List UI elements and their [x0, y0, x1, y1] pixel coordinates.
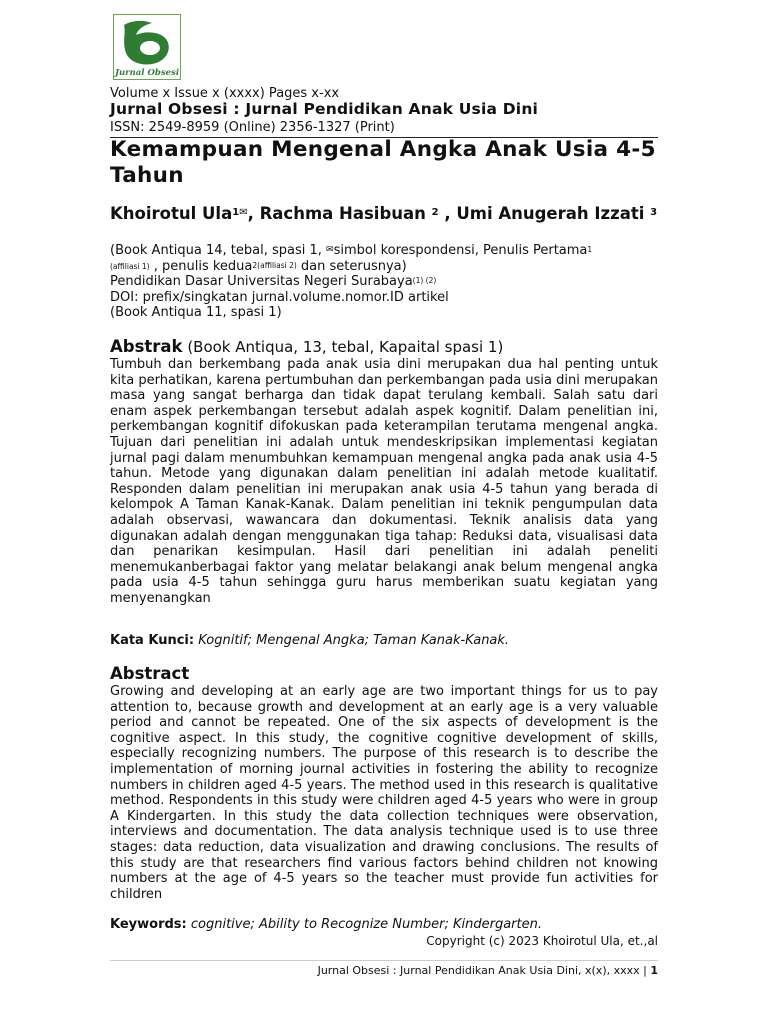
format-note-sup-2: 2 [252, 260, 258, 270]
kata-kunci [110, 633, 509, 648]
issn-info: ISSN: 2549-8959 (Online) 2356-1327 (Print) [110, 120, 395, 135]
envelope-icon: ✉ [326, 245, 334, 255]
page-number: 1 [650, 964, 658, 977]
author-1-sup: 1✉ [232, 207, 248, 218]
author-2: , Rachma Hasibuan [247, 204, 432, 223]
abstract-text: Growing and developing at an early age are two important things for us to pay attention to, because growth and development at an early age is a very valuable period and cannot be repeated. One of the six aspects of development is the cognitive aspect. In this study, the cognitive cognitive development of skills, especially recognizing numbers. The purpose of this research is to describe the implementation of morning journal activities in fostering the ability to recognize numbers in children aged 4-5 years. The method used in this research is qualitative method. Respondents in this study were children aged 4-5 years who were in group A Kindergarten. In this study the data collection techniques were observation, interviews and documentation. The data analysis technique used is to use three stages: data reduction, data visualization and drawing conclusions. The results of this study are that researchers find various factors behind children not knowing numbers at the age of 4-5 years so the teacher must provide fun activities for children [110, 684, 658, 902]
footer-divider [110, 960, 658, 961]
abstrak-text: Tumbuh dan berkembang pada anak usia dini merupakan dua hal penting untuk kita perhatikan, karena pertumbuhan dan perkembangan pada usia dini merupakan masa yang sangat berharga dan tidak dapat terulang kembali. Salah satu dari enam aspek perkembangan tersebut adalah aspek kognitif. Dalam penelitian ini, perkembangan kognitif difokuskan pada keterampilan terutama mengenal angka. Tujuan dari penelitian ini adalah untuk mendeskripsikan implementasi kegiatan jurnal pagi dalam menumbuhkan kemampuan mengenal angka pada anak usia 4-5 tahun. Metode yang digunakan dalam penelitian ini adalah metode kualitatif. Responden dalam penelitian ini merupakan anak usia 4-5 tahun yang berada di kelompok A Taman Kanak-Kanak. Dalam penelitian ini teknik pengumpulan data adalah observasi, wawancara dan dokumentasi. Teknik analisis data yang digunakan adalah dengan menggunakan tiga tahap: Reduksi data, visualisasi data dan penarikan kesimpulan. Hasil dari penelitian ini adalah peneliti menemukanberbagai faktor yang melatar belakangi anak belum mengenal angka pada usia 4-5 tahun sehingga guru harus memberikan suatu kegiatan yang menyenangkan [110, 357, 658, 606]
kata-kunci-text: Kognitif; Mengenal Angka; Taman Kanak-Kanak. [194, 633, 510, 648]
author-3-sup: 3 [650, 207, 658, 218]
affiliation-1-sup: (affiliasi 1) [110, 261, 150, 271]
author-3: , Umi Anugerah Izzati [438, 204, 651, 223]
font-note: (Book Antiqua 11, spasi 1) [110, 305, 282, 320]
author-info [110, 243, 658, 321]
kata-kunci-label: Kata Kunci: [110, 633, 195, 648]
abstract-heading: Abstract [110, 664, 190, 683]
format-note-part-1: (Book Antiqua 14, tebal, spasi 1, [110, 243, 327, 258]
keywords-label: Keywords: [110, 917, 187, 932]
abstrak-heading [110, 337, 503, 356]
abstrak-heading-text: Abstrak [110, 337, 183, 356]
journal-logo [113, 14, 181, 80]
page-footer [318, 964, 658, 977]
volume-info: Volume x Issue x (xxxx) Pages x-xx [110, 86, 340, 101]
format-note-sup-1: 1 [587, 245, 593, 254]
logo-text: Jurnal Obsesi [114, 68, 180, 78]
abstrak-heading-note: (Book Antiqua, 13, tebal, Kapaital spasi 1) [182, 338, 504, 356]
copyright: Copyright (c) 2023 Khoirotul Ula, et.,al [426, 934, 658, 948]
author-list [110, 203, 658, 224]
affiliation-sup: (1) (2) [412, 276, 437, 285]
author-format-note [110, 243, 658, 274]
footer-text: Jurnal Obsesi : Jurnal Pendidikan Anak Usia Dini, x(x), xxxx | [317, 964, 651, 977]
affiliation-2-sup: (affiliasi 2) [257, 260, 297, 270]
author-1: Khoirotul Ula [110, 204, 233, 223]
journal-name: Jurnal Obsesi : Jurnal Pendidikan Anak Usia Dini [110, 100, 539, 118]
journal-logo-icon [114, 15, 180, 79]
author-2-sup: 2 [431, 207, 439, 218]
keywords [110, 917, 542, 932]
format-note-part-2: simbol korespondensi, Penulis Pertama [333, 243, 588, 258]
keywords-text: cognitive; Ability to Recognize Number; Kindergarten. [186, 917, 542, 932]
format-note-part-4: dan seterusnya) [296, 258, 407, 274]
affiliation [110, 274, 658, 290]
paper-title: Kemampuan Mengenal Angka Anak Usia 4-5 Tahun [110, 137, 656, 188]
format-note-part-3: , penulis kedua [149, 258, 253, 274]
doi: DOI: prefix/singkatan jurnal.volume.nomor.ID artikel [110, 289, 449, 305]
affiliation-text: Pendidikan Dasar Universitas Negeri Surabaya [110, 274, 413, 289]
